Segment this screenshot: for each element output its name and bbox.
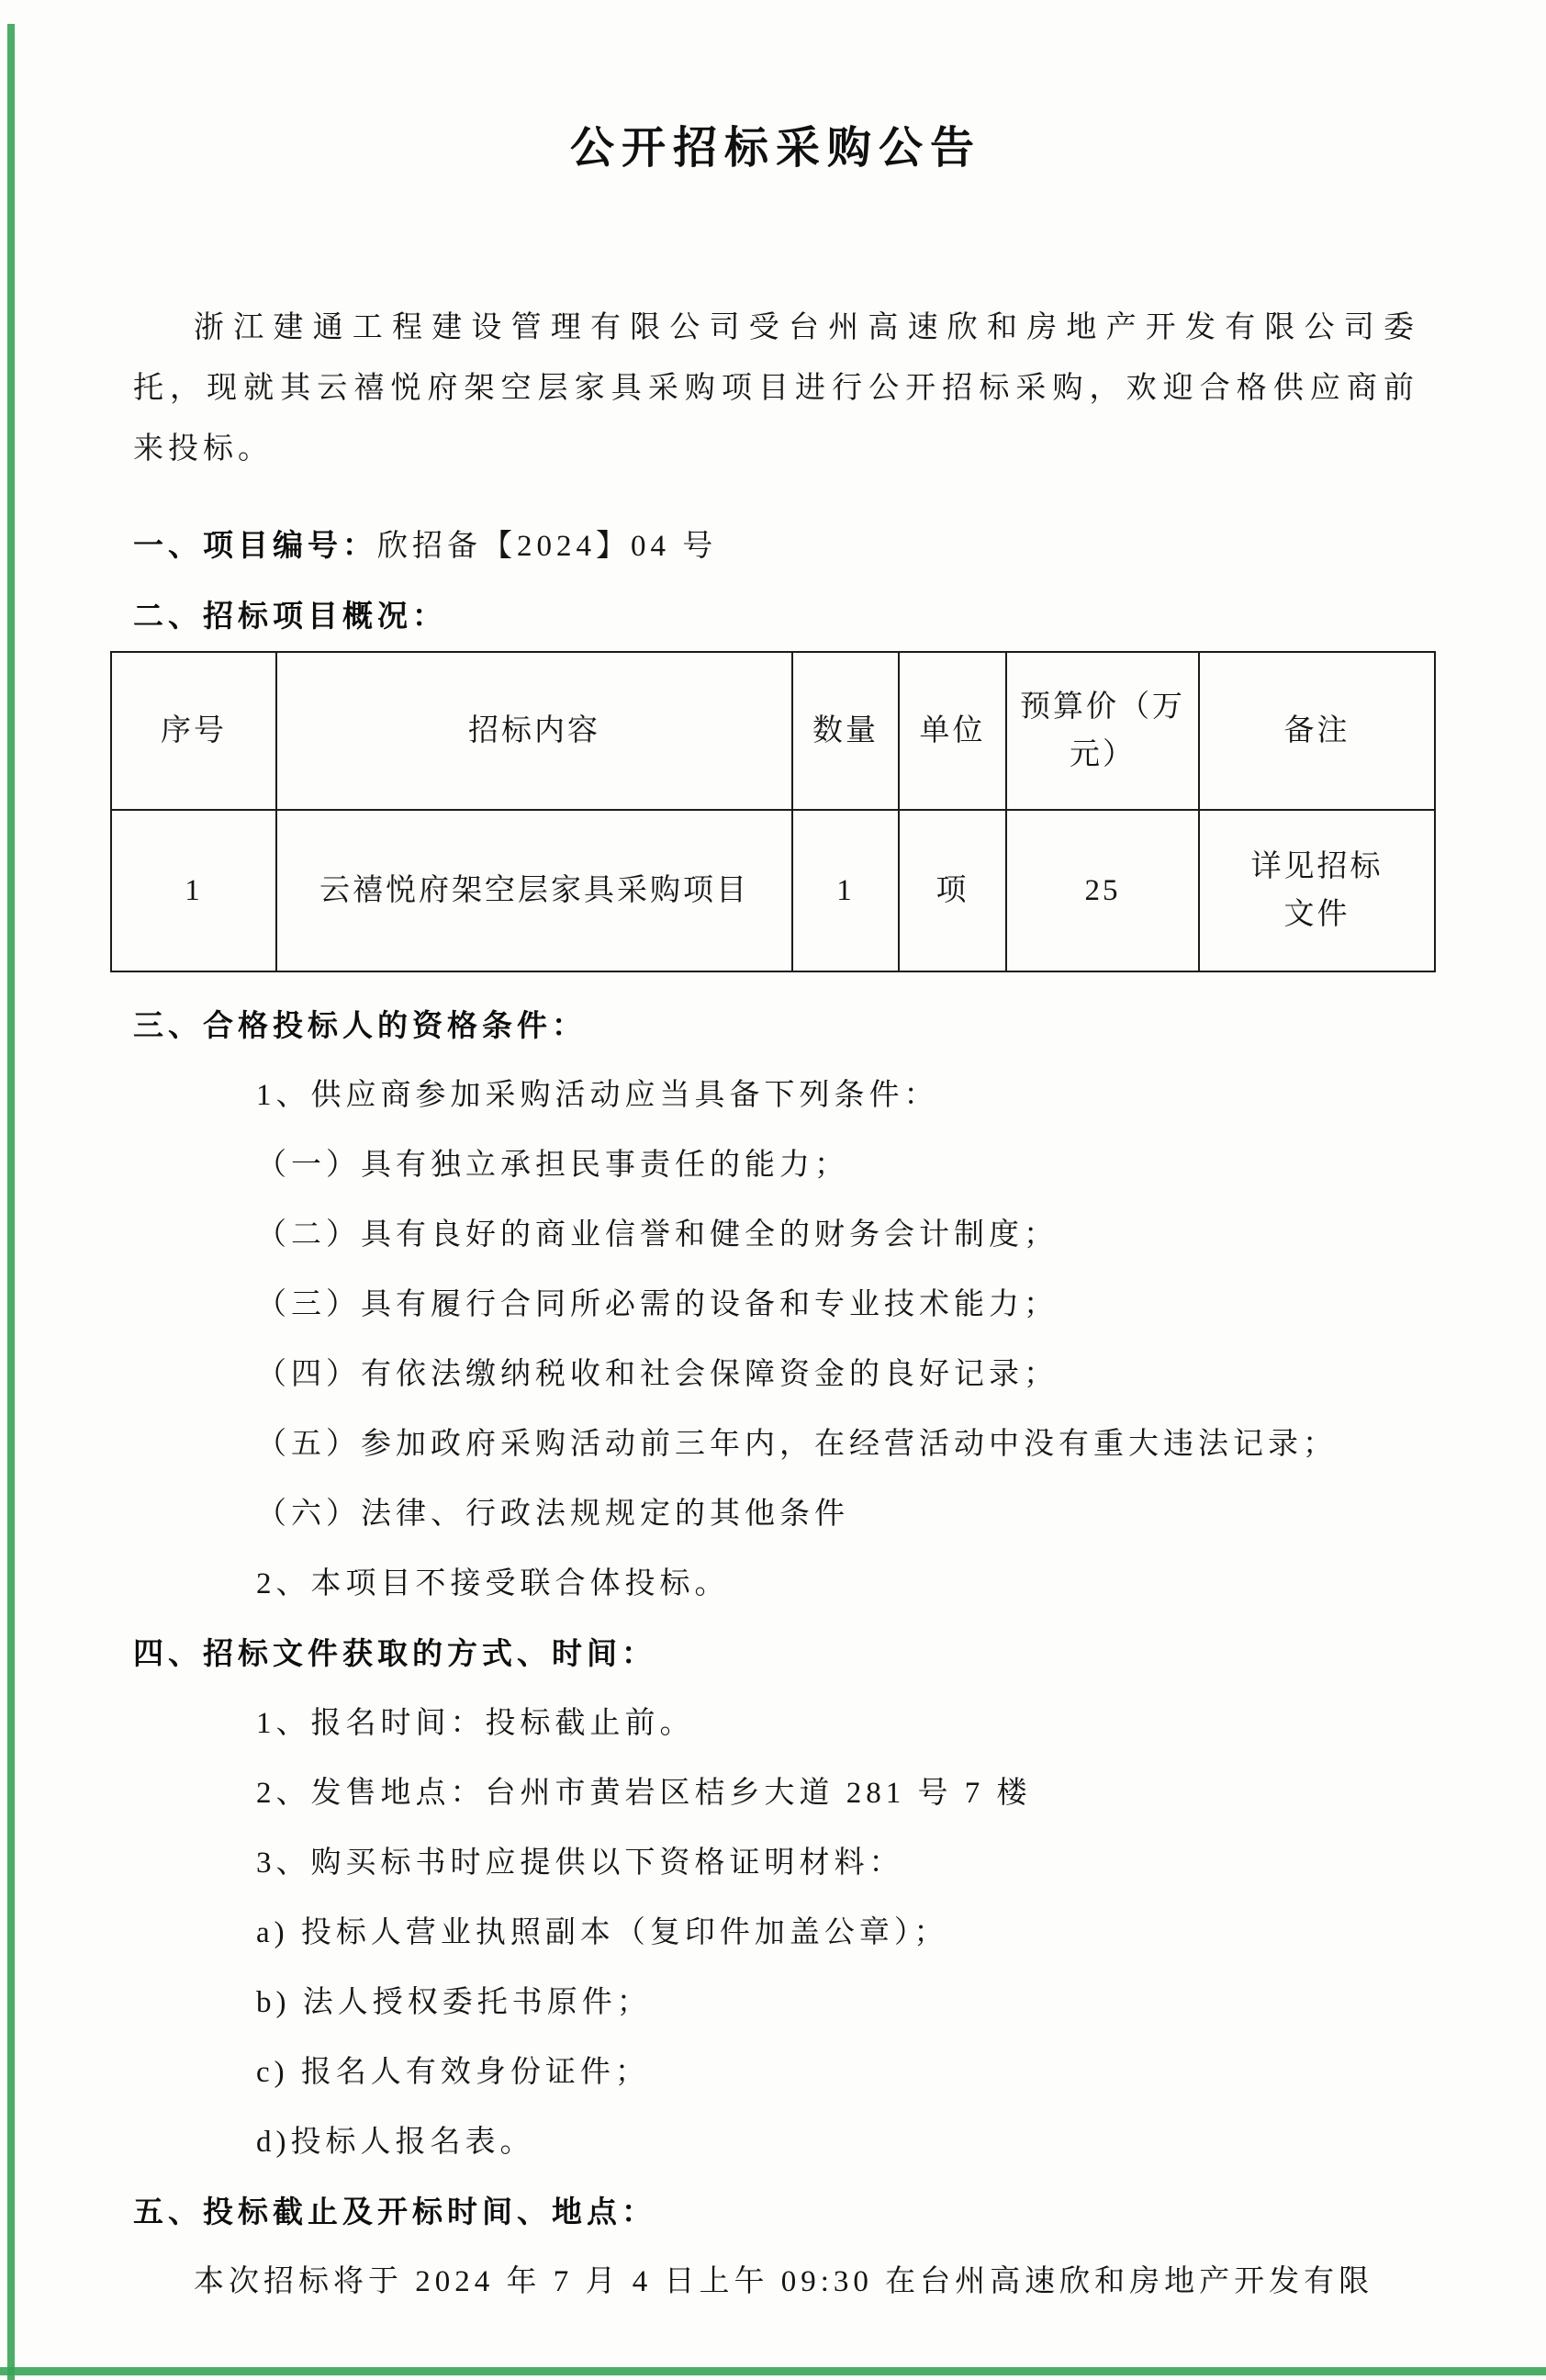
table-header-seq: 序号 (111, 652, 276, 810)
section-heading-deadline: 五、投标截止及开标时间、地点： (133, 2195, 656, 2228)
table-cell-unit: 项 (899, 810, 1006, 971)
qualification-item: （二）具有良好的商业信誉和健全的财务会计制度； (256, 1218, 1059, 1252)
section-heading-document: 四、招标文件获取的方式、时间： (133, 1636, 656, 1670)
qualification-item: （一）具有独立承担民事责任的能力； (256, 1149, 849, 1182)
intro-line: 浙江建通工程建设管理有限公司受台州高速欣和房地产开发有限公司委 (194, 311, 1418, 344)
project-number-value: 欣招备【2024】04 号 (377, 530, 718, 563)
scan-edge-left (7, 24, 15, 2380)
qualification-item: 2、本项目不接受联合体投标。 (256, 1567, 730, 1600)
qualification-item: 1、供应商参加采购活动应当具备下列条件： (256, 1079, 939, 1112)
document-content (133, 119, 1418, 2317)
table-cell-content: 云禧悦府架空层家具采购项目 (276, 810, 792, 971)
document-item: 2、发售地点：台州市黄岩区桔乡大道 281 号 7 楼 (256, 1777, 1032, 1810)
section-heading-overview: 二、招标项目概况： (133, 599, 447, 633)
table-cell-budget: 25 (1006, 810, 1199, 971)
intro-line: 来投标。 (133, 432, 273, 466)
table-header-budget: 预算价（万元） (1006, 652, 1199, 810)
document-item: a) 投标人营业执照副本（复印件加盖公章）； (256, 1916, 949, 1949)
document-item: 3、购买标书时应提供以下资格证明材料： (256, 1847, 904, 1880)
table-cell-note: 详见招标文件 (1199, 810, 1435, 971)
section-heading-project-number: 一、项目编号： (133, 528, 377, 562)
table-header-unit: 单位 (899, 652, 1006, 810)
table-header-quantity: 数量 (792, 652, 899, 810)
document-item: c) 报名人有效身份证件； (256, 2056, 650, 2089)
table-header-note: 备注 (1199, 652, 1435, 810)
table-header-row (111, 652, 1435, 810)
table-cell-quantity: 1 (792, 810, 899, 971)
bid-overview-table (110, 651, 1436, 972)
table-row (111, 810, 1435, 971)
qualification-item: （三）具有履行合同所必需的设备和专业技术能力； (256, 1288, 1059, 1321)
section-heading-qualification: 三、合格投标人的资格条件： (133, 1008, 587, 1042)
section-project-number (133, 511, 1418, 581)
scan-edge-bottom (0, 2367, 1546, 2375)
qualification-item: （六）法律、行政法规规定的其他条件 (256, 1498, 849, 1531)
qualification-item: （五）参加政府采购活动前三年内，在经营活动中没有重大违法记录； (256, 1428, 1338, 1461)
intro-paragraph (133, 298, 1418, 479)
document-item: d)投标人报名表。 (256, 2126, 535, 2159)
page-title: 公开招标采购公告 (569, 124, 981, 173)
intro-line: 托，现就其云禧悦府架空层家具采购项目进行公开招标采购，欢迎合格供应商前 (133, 372, 1418, 405)
table-cell-seq: 1 (111, 810, 276, 971)
deadline-body: 本次招标将于 2024 年 7 月 4 日上午 09:30 在台州高速欣和房地产开发有限 (194, 2265, 1374, 2298)
qualification-item: （四）有依法缴纳税收和社会保障资金的良好记录； (256, 1358, 1059, 1391)
table-header-content: 招标内容 (276, 652, 792, 810)
document-item: 1、报名时间：投标截止前。 (256, 1707, 695, 1740)
document-item: b) 法人授权委托书原件； (256, 1986, 652, 2019)
